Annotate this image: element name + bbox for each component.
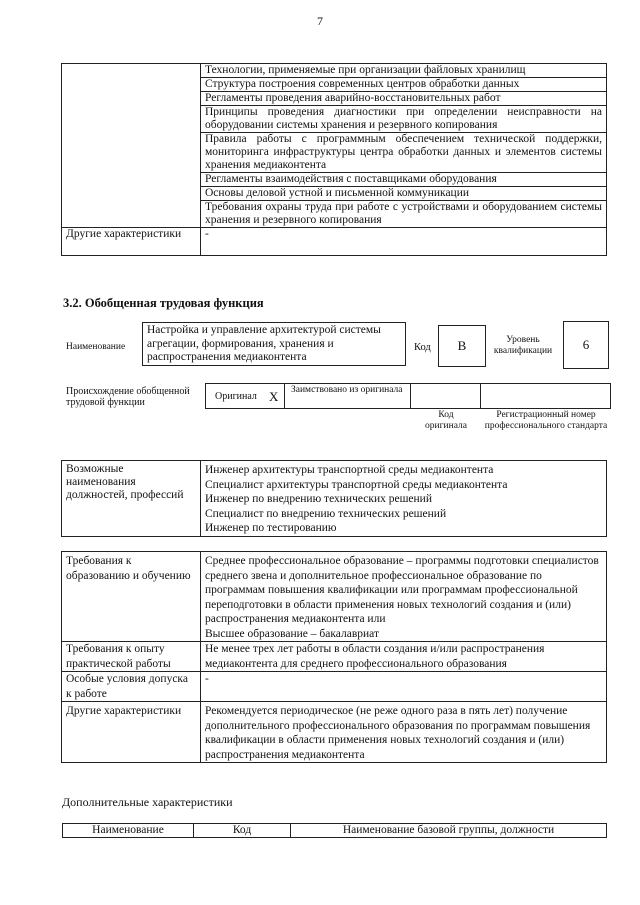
knowledge-row: Регламенты проведения аварийно-восстановительных работ — [201, 92, 607, 106]
level-value: 6 — [563, 321, 609, 369]
education-value: Среднее профессиональное образование – программы подготовки специалистов среднего звена и дополнительное профессиональное образование по программам повышения квалификации или программам профессиональной переподготовки в области применения новых технологий создания и (или) распространения медиаконтента или — [205, 555, 599, 625]
additional-header-group: Наименование базовой группы, должности — [291, 824, 607, 838]
knowledge-row: Регламенты взаимодействия с поставщиками оборудования — [201, 173, 607, 187]
additional-table — [62, 823, 607, 838]
experience-value: Не менее трех лет работы в области создания и/или распространения медиаконтента для среднего профессионального образования — [201, 642, 607, 672]
special-conditions-label: Особые условия допуска к работе — [62, 672, 201, 702]
other-characteristics-value-2: Рекомендуется периодическое (не реже одного раза в пять лет) получение дополнительного профессионального образования по программам повышения квалификации в области применения новых технологий создания и (или) распространения медиаконтента — [201, 702, 607, 763]
knowledge-row: Требования охраны труда при работе с устройствами и оборудованием системы хранения и резервного копирования — [201, 201, 607, 228]
additional-header-code: Код — [194, 824, 291, 838]
other-characteristics-label: Другие характеристики — [62, 228, 201, 256]
positions-label: Возможные наименования должностей, профессий — [62, 461, 201, 537]
position-item: Специалист по внедрению технических решений — [205, 507, 447, 520]
knowledge-row: Технологии, применяемые при организации файловых хранилищ — [201, 64, 607, 78]
original-mark: X — [269, 389, 279, 404]
knowledge-blank-cell — [62, 64, 201, 228]
origin-box — [205, 383, 611, 409]
experience-label: Требования к опыту практической работы — [62, 642, 201, 672]
function-name: Настройка и управление архитектурой системы агрегации, формирования, хранения и распространения медиаконтента — [142, 322, 406, 366]
original-label: Оригинал — [215, 391, 257, 402]
knowledge-row: Принципы проведения диагностики при определении неисправности на оборудовании системы хранения и резервного копирования — [201, 106, 607, 133]
position-item: Инженер архитектуры транспортной среды медиаконтента — [205, 464, 494, 476]
additional-title: Дополнительные характеристики — [62, 795, 233, 809]
position-item: Специалист архитектуры транспортной среды медиаконтента — [205, 478, 508, 491]
code-original-label: Код оригинала — [425, 410, 467, 431]
requirements-table — [61, 551, 607, 763]
name-label: Наименование — [66, 342, 126, 352]
knowledge-table — [61, 63, 607, 256]
education-label: Требования к образованию и обучению — [62, 552, 201, 642]
positions-table — [61, 460, 607, 537]
other-characteristics-value: - — [201, 228, 607, 256]
section-title: 3.2. Обобщенная трудовая функция — [63, 296, 264, 310]
reg-number-label: Регистрационный номер профессионального стандарта — [484, 410, 608, 431]
other-characteristics-label-2: Другие характеристики — [62, 702, 201, 763]
position-item: Инженер по внедрению технических решений — [205, 493, 432, 505]
knowledge-row: Правила работы с программным обеспечением технической поддержки, мониторинга инфраструктуры центра обработки данных и элементов системы хранения медиаконтента — [201, 133, 607, 173]
knowledge-row: Структура построения современных центров обработки данных — [201, 78, 607, 92]
borrowed-label: Заимствовано из оригинала — [291, 385, 403, 395]
knowledge-row: Основы деловой устной и письменной коммуникации — [201, 187, 607, 201]
code-value: B — [438, 325, 486, 367]
education-cell — [201, 552, 607, 642]
special-conditions-value: - — [201, 672, 607, 702]
position-item: Инженер по тестированию — [205, 522, 337, 534]
positions-list — [201, 461, 607, 537]
origin-label: Происхождение обобщенной трудовой функции — [66, 386, 190, 408]
additional-header-name: Наименование — [63, 824, 194, 838]
code-label: Код — [414, 342, 431, 353]
level-label: Уровень квалификации — [493, 335, 553, 356]
education-value-2: Высшее образование – бакалавриат — [205, 627, 379, 640]
page-number: 7 — [317, 14, 323, 28]
